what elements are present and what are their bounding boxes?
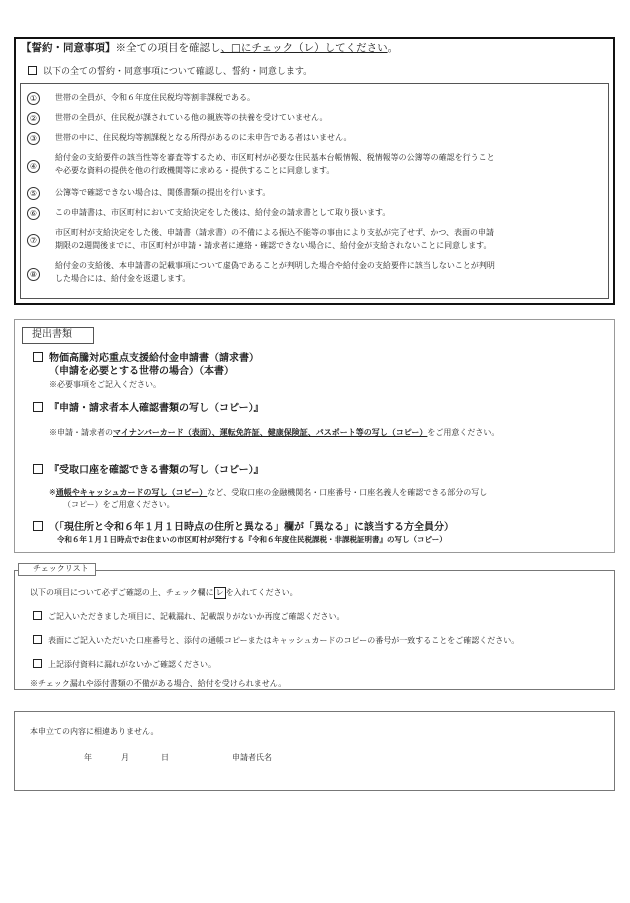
checklist-item-1[interactable]: ご記入いただきました項目に、記載漏れ、記載誤りがないか再度ご確認ください。: [33, 611, 344, 622]
pledge-item-1: 世帯の全員が、令和６年度住民税均等割非課税である。: [55, 93, 255, 102]
pledge-item-7-line1: 市区町村が支給決定をした後、申請書（請求書）の不備による振込不能等の事由により支払が完了せず、かつ、表面の申請: [55, 228, 495, 237]
date-year-label[interactable]: 年: [84, 753, 92, 762]
pledge-number-3: ③: [27, 132, 40, 145]
agree-all-label: 以下の全ての誓約・同意事項について確認し、誓約・同意します。: [43, 67, 313, 77]
checklist-note: ※チェック漏れや添付書類の不備がある場合、給付を受けられません。: [30, 679, 287, 688]
doc-item-1-title: 物価高騰対応重点支援給付金申請書（請求書）: [49, 353, 259, 364]
doc-item-3-note: ※通帳やキャッシュカードの写し（コピー）など、受取口座の金融機関名・口座番号・口座名義人を確認できる部分の写し: [49, 487, 488, 497]
agree-all-checkbox[interactable]: [28, 66, 37, 75]
pledge-item-8-line1: 給付金の支給後、本申請書の記載事項について虚偽であることが判明した場合や給付金の支給要件に該当しないことが判明: [55, 261, 495, 270]
pledge-item-4-line2: や必要な資料の提供を他の行政機関等に求める・提供することに同意します。: [55, 166, 335, 175]
documents-header: 提出書類: [32, 329, 72, 340]
pledge-number-4: ④: [27, 160, 40, 173]
doc-item-3-note-line2: （コピー）をご用意ください。: [63, 500, 175, 509]
pledge-item-2: 世帯の全員が、住民税が課されている他の親族等の扶養を受けていません。: [55, 113, 328, 122]
doc-item-2[interactable]: [33, 402, 264, 416]
agree-all-row[interactable]: [28, 66, 312, 78]
pledge-number-7: ⑦: [27, 234, 40, 247]
checklist-intro: 以下の項目について必ずご確認の上、チェック欄に レ を入れてください。: [30, 588, 298, 597]
doc-item-3[interactable]: [33, 464, 264, 478]
pledge-number-8: ⑧: [27, 268, 40, 281]
check-mark-sample: レ: [215, 588, 224, 597]
pledge-item-6: この申請書は、市区町村において支給決定をした後は、給付金の請求書として取り扱います。: [55, 208, 391, 217]
pledge-instruction: ※全ての項目を確認し: [115, 42, 221, 54]
checklist-header: チェックリスト: [33, 564, 89, 573]
date-month-label[interactable]: 月: [121, 753, 129, 762]
pledge-item-3: 世帯の中に、住民税均等割課税となる所得があるのに未申告である者はいません。: [55, 133, 352, 142]
doc-item-1[interactable]: [33, 352, 259, 366]
pledge-item-8-line2: した場合には、給付金を返還します。: [55, 274, 191, 283]
pledge-instruction-underlined: 、□にチェック（レ）してください: [220, 42, 388, 54]
applicant-name-label[interactable]: 申請者氏名: [232, 753, 272, 762]
pledge-number-2: ②: [27, 112, 40, 125]
doc-item-4-note: 令和６年１月１日時点でお住まいの市区町村が発行する『令和６年度住民税課税・非課税証明書』の写し（コピー）: [57, 535, 447, 544]
doc-item-4-checkbox[interactable]: [33, 521, 43, 531]
pledge-item-4-line1: 給付金の支給要件の該当性等を審査等するため、市区町村が必要な住民基本台帳情報、税情報等の公簿等の確認を行うこと: [55, 153, 495, 162]
doc-item-1-line2: （申請を必要とする世帯の場合）（本書）: [49, 366, 234, 377]
pledge-item-5: 公簿等で確認できない場合は、関係書類の提出を行います。: [55, 188, 271, 197]
pledge-number-5: ⑤: [27, 187, 40, 200]
doc-item-2-checkbox[interactable]: [33, 402, 43, 412]
checklist-item-3-checkbox[interactable]: [33, 659, 42, 668]
pledge-number-1: ①: [27, 92, 40, 105]
pledge-number-6: ⑥: [27, 207, 40, 220]
declaration-section: [14, 711, 615, 791]
checklist-item-2[interactable]: 表面にご記入いただいた口座番号と、添付の通帳コピーまたはキャッシュカードのコピーの番号が一致することをご確認ください。: [33, 635, 519, 646]
doc-item-2-title: 『申請・請求者本人確認書類の写し（コピー）』: [49, 403, 264, 414]
checklist-item-3[interactable]: 上記添付資料に漏れがないかご確認ください。: [33, 659, 216, 670]
doc-item-4-title: （「現住所と令和６年１月１日時点の住所と異なる」欄が「異なる」に該当する方全員分）: [49, 522, 454, 533]
date-day-label[interactable]: 日: [161, 753, 169, 762]
doc-item-1-checkbox[interactable]: [33, 352, 43, 362]
doc-item-3-title: 『受取口座を確認できる書類の写し（コピー）』: [49, 465, 264, 476]
checklist-item-2-checkbox[interactable]: [33, 635, 42, 644]
doc-item-3-checkbox[interactable]: [33, 464, 43, 474]
doc-item-4[interactable]: [33, 521, 454, 535]
pledge-header: 【誓約・同意事項】※全ての項目を確認し、□にチェック（レ）してください。: [21, 42, 399, 54]
pledge-title: 【誓約・同意事項】: [21, 42, 116, 54]
pledge-item-7-line2: 期限の2週間後までに、市区町村が申請・請求者に連絡・確認できない場合に、給付金が支給されないことに同意します。: [55, 241, 492, 250]
doc-item-2-note: ※申請・請求者のマイナンバーカード（表面）、運転免許証、健康保険証、パスポート等の写し（コピー）をご用意ください。: [49, 427, 500, 437]
declaration-statement: 本申立ての内容に相違ありません。: [30, 727, 159, 736]
doc-item-1-note: ※必要事項をご記入ください。: [49, 380, 161, 389]
checklist-item-1-checkbox[interactable]: [33, 611, 42, 620]
